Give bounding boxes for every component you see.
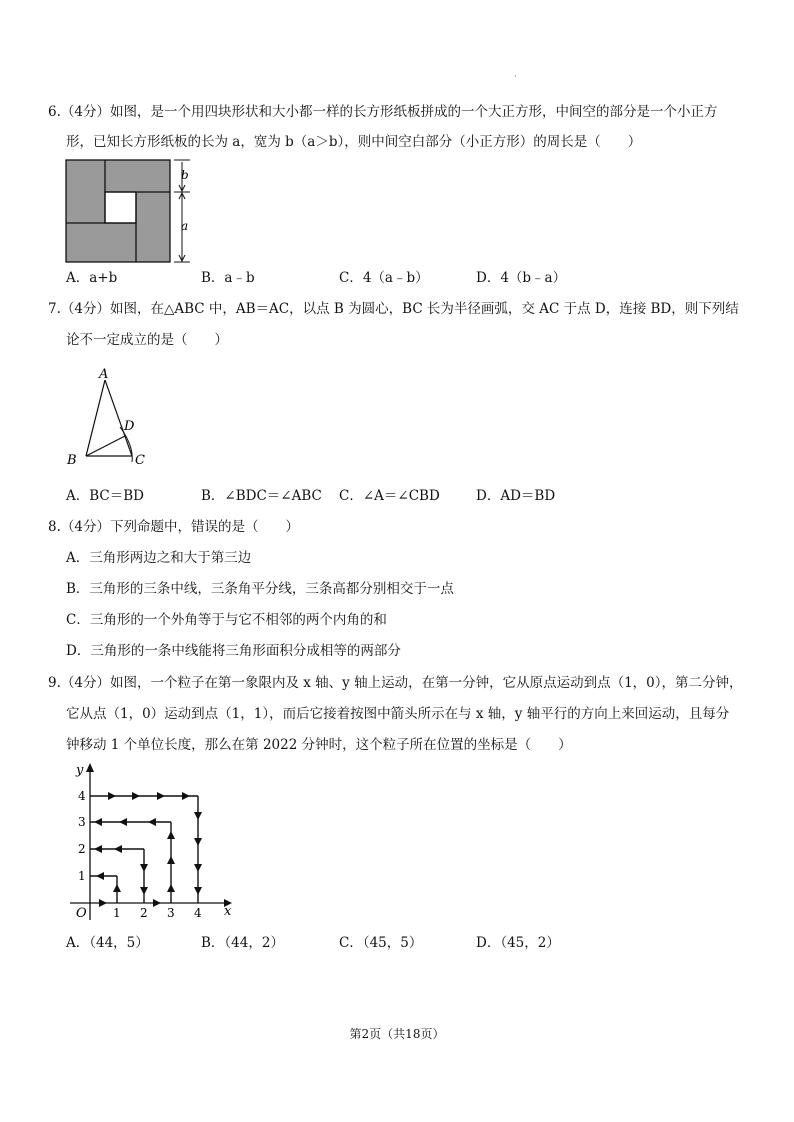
q6-option-a: A．a+b — [66, 270, 118, 286]
q9-x-tick-4: 4 — [194, 906, 202, 920]
q9-line-2: 它从点（1，0）运动到点（1，1），而后它接着按图中箭头所示在与 x 轴，y 轴平行的方向上来回运动，且每分 — [66, 706, 730, 722]
q7-label-a: A — [99, 367, 109, 382]
q9-x-tick-3: 3 — [167, 906, 175, 920]
q8-option-b: B．三角形的三条中线，三条角平分线，三条高都分别相交于一点 — [66, 581, 454, 597]
page-footer: 第2页（共18页） — [349, 1027, 445, 1041]
q7-triangle-figure — [62, 364, 162, 472]
q9-option-b: B．（44，2） — [201, 935, 284, 951]
q9-y-tick-1: 1 — [78, 869, 86, 883]
q9-x-tick-1: 1 — [113, 906, 121, 920]
q9-line-1: 9.（4分）如图，一个粒子在第一象限内及 x 轴、y 轴上运动，在第一分钟，它从原点运动到点（1，0），第二分钟， — [48, 675, 743, 691]
q9-particle-path — [90, 796, 198, 903]
q9-y-tick-4: 4 — [78, 789, 86, 803]
q7-option-a: A．BC＝BD — [66, 488, 144, 504]
q6-label-b: b — [181, 168, 189, 182]
q6-label-a: a — [181, 219, 189, 233]
q9-y-tick-2: 2 — [78, 842, 86, 856]
q7-line-2: 论不一定成立的是（ ） — [66, 332, 228, 348]
q7-label-d: D — [124, 419, 135, 434]
header-mark: · — [514, 72, 517, 82]
q9-option-c: C．（45，5） — [339, 935, 423, 951]
q6-line-1: 6.（4分）如图，是一个用四块形状和大小都一样的长方形纸板拼成的一个大正方形，中间空的部分是一个小正方 — [48, 104, 718, 120]
q6-option-d: D．4（b﹣a） — [476, 270, 567, 286]
q9-axis-y-label: y — [76, 763, 84, 778]
q9-option-d: D．（45，2） — [476, 935, 560, 951]
q8-option-c: C．三角形的一个外角等于与它不相邻的两个内角的和 — [66, 612, 387, 628]
q7-label-c: C — [135, 453, 145, 468]
q6-option-b: B．a﹣b — [201, 270, 255, 286]
q7-line-1: 7.（4分）如图，在△ABC 中，AB＝AC，以点 B 为圆心，BC 长为半径画弧，交 AC 于点 D，连接 BD，则下列结 — [48, 301, 739, 317]
q7-label-b: B — [67, 453, 77, 468]
q6-option-c: C．4（a﹣b） — [339, 270, 429, 286]
q9-line-3: 钟移动 1 个单位长度，那么在第 2022 分钟时，这个粒子所在位置的坐标是（ ） — [66, 737, 572, 753]
q7-option-b: B．∠BDC＝∠ABC — [201, 488, 322, 504]
q7-option-d: D．AD＝BD — [476, 488, 556, 504]
q9-path-figure — [62, 760, 242, 925]
q9-x-tick-2: 2 — [140, 906, 148, 920]
q9-axis-x-label: x — [224, 904, 232, 919]
q9-origin-label: O — [76, 906, 87, 921]
q7-option-c: C．∠A＝∠CBD — [339, 488, 440, 504]
q8-option-a: A．三角形两边之和大于第三边 — [66, 550, 252, 566]
q9-y-tick-3: 3 — [78, 815, 86, 829]
q6-square-figure — [62, 158, 212, 268]
q8-option-d: D．三角形的一条中线能将三角形面积分成相等的两部分 — [66, 643, 401, 659]
q9-option-a: A．（44，5） — [66, 935, 149, 951]
q8-line-1: 8.（4分）下列命题中，错误的是（ ） — [48, 519, 299, 535]
q6-line-2: 形，已知长方形纸板的长为 a，宽为 b（a＞b），则中间空白部分（小正方形）的周长是（ ） — [66, 134, 642, 150]
